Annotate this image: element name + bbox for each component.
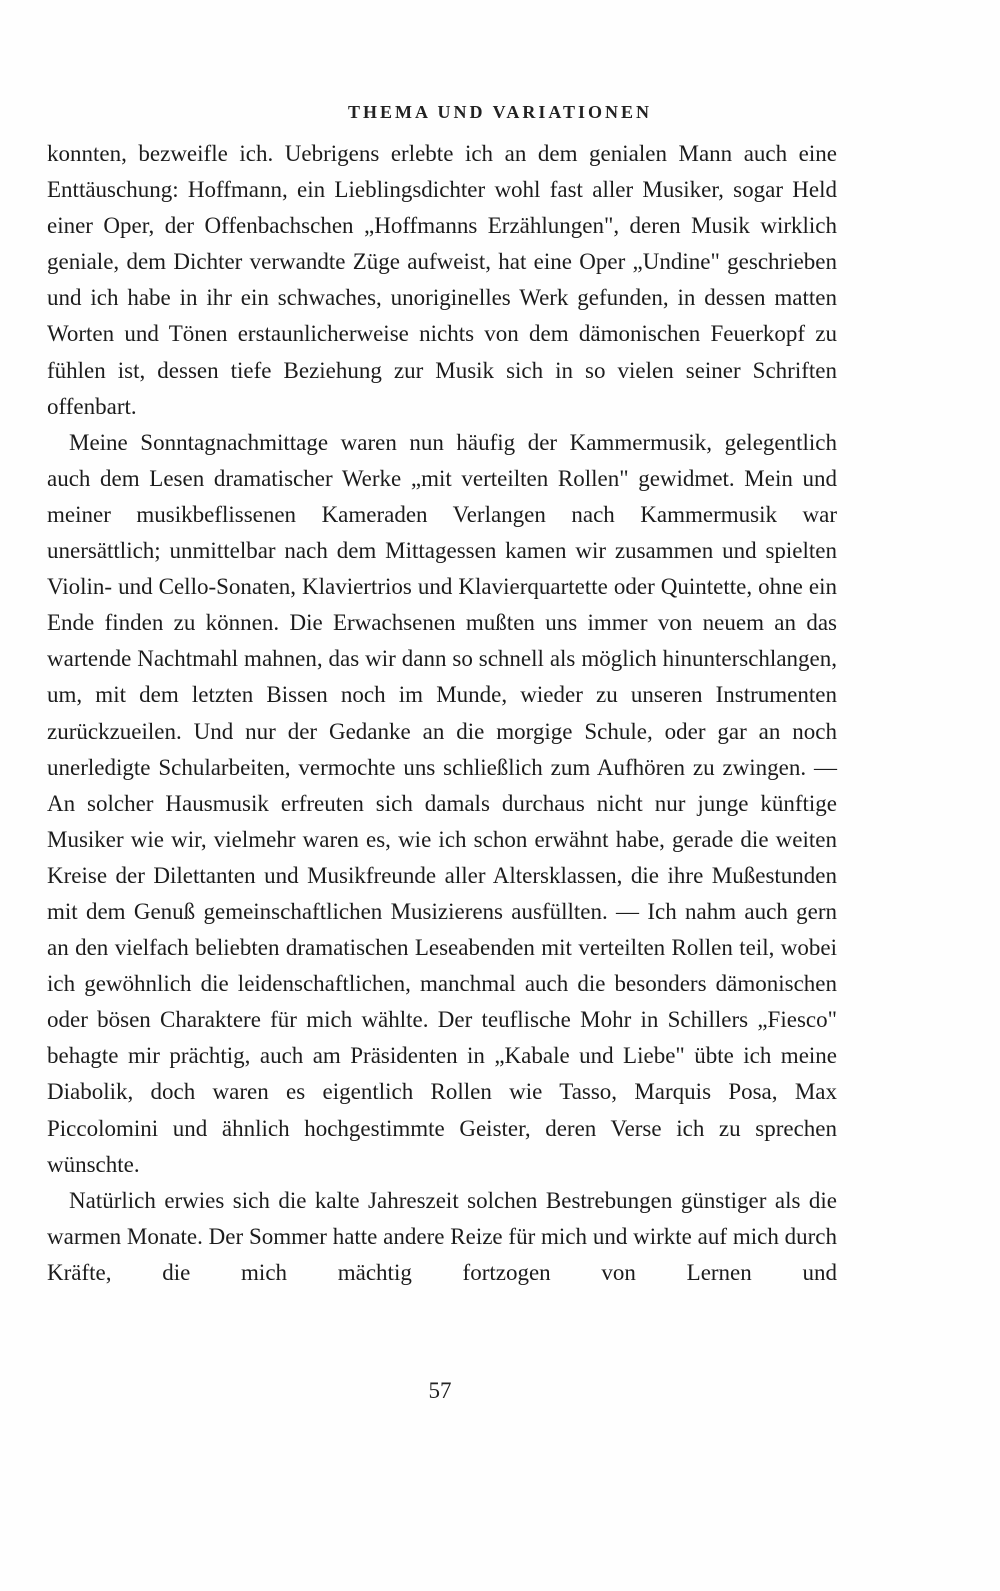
running-head: THEMA UND VARIATIONEN <box>347 102 653 122</box>
body-text <box>47 136 837 1291</box>
paragraph-1: konnten, bezweifle ich. Uebrigens erlebte ich an dem genialen Mann auch eine Enttäuschung: Hoffmann, ein Lieblingsdichter wohl fast aller Musiker, sogar Held einer Oper, der Offenbachschen „Hoffmanns Erzählungen", deren Musik wirklich geniale, dem Dichter verwandte Züge aufweist, hat eine Oper „Undine" geschrieben und ich habe in ihr ein schwaches, unoriginelles Werk gefunden, in dessen matten Worten und Tönen erstaunlicherweise nichts von dem dämonischen Feuerkopf zu fühlen ist, dessen tiefe Beziehung zur Musik sich in so vielen seiner Schriften offenbart. <box>47 141 837 419</box>
paragraph-3: Natürlich erwies sich die kalte Jahreszeit solchen Bestrebungen günstiger als die warmen Monate. Der Sommer hatte andere Reize für mich und wirkte auf mich durch Kräfte, die mich mächtig fortzogen von Lernen und <box>47 1187 837 1285</box>
page-number: 57 <box>428 1378 452 1403</box>
paragraph-2: Meine Sonntagnachmittage waren nun häufig der Kammermusik, gelegentlich auch dem Lesen dramatischer Werke „mit verteilten Rollen" gewidmet. Mein und meiner musikbeflissenen Kameraden Verlangen nach Kammermusik war unersättlich; unmittelbar nach dem Mittagessen kamen wir zusammen und spielten Violin- und Cello-Sonaten, Klaviertrios und Klavierquartette oder Quintette, ohne ein Ende finden zu können. Die Erwachsenen mußten uns immer von neuem an das wartende Nachtmahl mahnen, das wir dann so schnell als möglich hinunterschlangen, um, mit dem letzten Bissen noch im Munde, wieder zu unseren Instrumenten zurückzueilen. Und nur der Gedanke an die morgige Schule, oder gar an noch unerledigte Schularbeiten, vermochte uns schließlich zum Aufhören zu zwingen. — An solcher Hausmusik erfreuten sich damals durchaus nicht nur junge künftige Musiker wie wir, vielmehr waren es, wie ich schon erwähnt habe, gerade die weiten Kreise der Dilettanten und Musikfreunde aller Altersklassen, die ihre Mußestunden mit dem Genuß gemeinschaftlichen Musizierens ausfüllten. — Ich nahm auch gern an den vielfach beliebten dramatischen Leseabenden mit verteilten Rollen teil, wobei ich gewöhnlich die leidenschaftlichen, manchmal auch die besonders dämonischen oder bösen Charaktere für mich wählte. Der teuflische Mohr in Schillers „Fiesco" behagte mir prächtig, auch am Präsidenten in „Kabale und Liebe" übte ich meine Diabolik, doch waren es eigentlich Rollen wie Tasso, Marquis Posa, Max Piccolomini und ähnlich hochgestimmte Geister, deren Verse ich zu sprechen wünschte. <box>47 429 837 1177</box>
